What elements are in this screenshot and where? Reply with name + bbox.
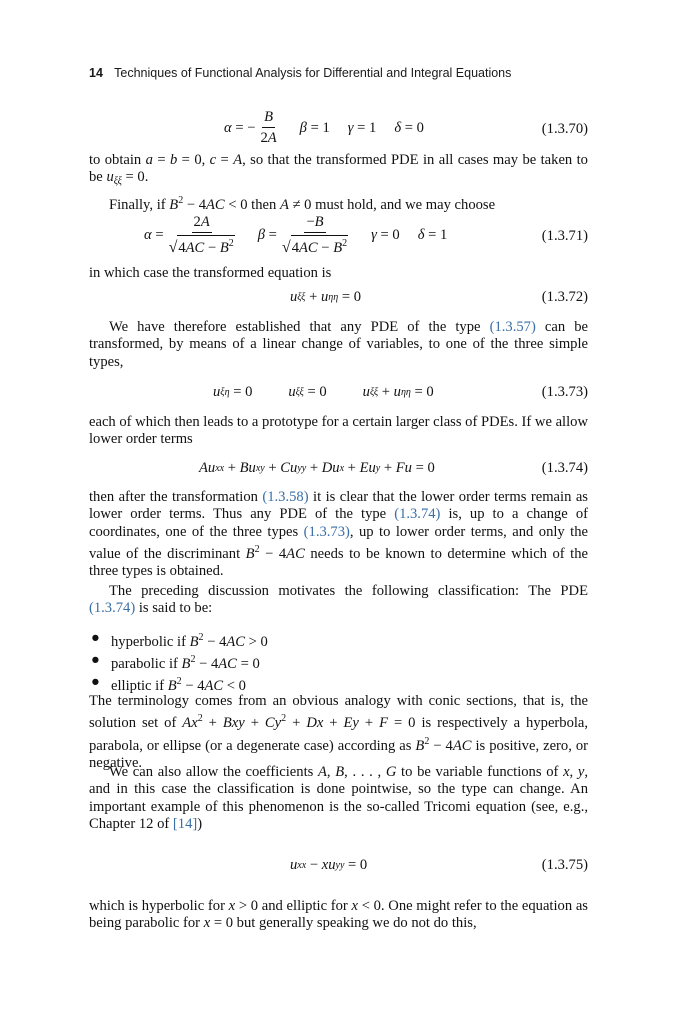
- paragraph-variable-coefficients: We can also allow the coefficients A, B, . . . , G to be variable functions of x, y, and in this case the classification is done pointwise, so the type can change. An important example of this phenomenon is the so-called Tricomi equation (see, e.g., Chapter 12 of [14]): [89, 764, 589, 832]
- paragraph-finally: Finally, if $B^2 - 4AC < 0$ then A ≠ 0 must hold, and we may choose: [109, 195, 496, 213]
- paragraph-lower-order: then after the transformation (1.3.58) it is clear that the lower order terms remain as lower order terms. Thus any PDE of the type (1.3.74) is, up to a change of coordinates, one of the three types (1.3.73), up to lower order terms, and only the value of the discriminant $B^2 - 4AC$ needs to be known to determine which of the three types is obtained.: [89, 489, 589, 580]
- equation-1-3-70: α = − $\frac{B}{2A}$ β = 1 γ = 1 δ = 0 (1.3.70): [224, 109, 588, 146]
- equation-1-3-73: u ξη = 0 u ξξ = 0 u ξξ + u ηη = 0 (1.3.73): [213, 384, 588, 400]
- paragraph-in-which: in which case the transformed equation is: [89, 265, 332, 281]
- running-header: [89, 66, 511, 80]
- reference-link[interactable]: (1.3.74): [89, 600, 136, 617]
- reference-link[interactable]: (1.3.73): [303, 523, 350, 540]
- reference-link[interactable]: (1.3.57): [489, 319, 536, 335]
- equation-1-3-74: Au xx + Bu xy + Cu yy + Du x + Eu y + Fu = 0 (1.3.74): [199, 460, 588, 476]
- paragraph-tricomi: which is hyperbolic for x > 0 and elliptic for x < 0. One might refer to the equation as being parabolic for x = 0 but generally speaking we do not do this,: [89, 898, 588, 932]
- reference-link[interactable]: (1.3.74): [394, 506, 441, 523]
- paragraph-obtain: to obtain a = b = 0, c = A, so that the transformed PDE in all cases may be taken to be $u_{\xi\xi} = 0$.: [89, 152, 588, 188]
- equation-1-3-71: α = 2A √ $4AC - B^2$ β = −B √ $4AC - B^2$ γ = 0 δ = 1 (1.3.71): [144, 214, 588, 256]
- equation-number: (1.3.73): [541, 384, 588, 400]
- equation-1-3-75: u xx − xu yy = 0 (1.3.75): [290, 857, 588, 873]
- equation-number: (1.3.74): [541, 460, 588, 476]
- equation-number: (1.3.75): [541, 857, 588, 873]
- paragraph-established: We have therefore established that any PDE of the type (1.3.57) can be transformed, by means of a linear change of variables, to one of the three simple types,: [89, 319, 589, 370]
- running-title: Techniques of Functional Analysis for Differential and Integral Equations: [114, 66, 512, 80]
- page-number: 14: [89, 66, 103, 80]
- list-item-hyperbolic: ● hyperbolic if $B^2 - 4AC > 0$: [91, 630, 268, 650]
- list-item-elliptic: ● elliptic if $B^2 - 4AC < 0$: [91, 674, 246, 694]
- classification-list: [89, 629, 588, 695]
- reference-link[interactable]: [14]: [172, 815, 198, 832]
- equation-number: (1.3.72): [541, 289, 588, 305]
- equation-number: (1.3.70): [541, 121, 588, 137]
- equation-number: (1.3.71): [541, 228, 588, 244]
- paragraph-classification: The preceding discussion motivates the following classification: The PDE (1.3.74) is said to be:: [89, 583, 588, 617]
- paragraph-terminology: The terminology comes from an obvious analogy with conic sections, that is, the solution set of $Ax^2$ + Bxy + $Cy^2 + Dx + Ey + F = 0$ is respectively a hyperbola, parabola, or ellipse (or a degenerate case) according as $B^2 - 4AC$ is positive, zero, or negative.: [89, 693, 589, 771]
- paragraph-prototype: each of which then leads to a prototype for a certain larger class of PDEs. If we allow lower order terms: [89, 414, 588, 448]
- list-item-parabolic: ● parabolic if $B^2 - 4AC = 0$: [91, 652, 260, 672]
- reference-link[interactable]: (1.3.58): [262, 489, 309, 505]
- equation-1-3-72: u ξξ + u ηη = 0 (1.3.72): [290, 289, 588, 305]
